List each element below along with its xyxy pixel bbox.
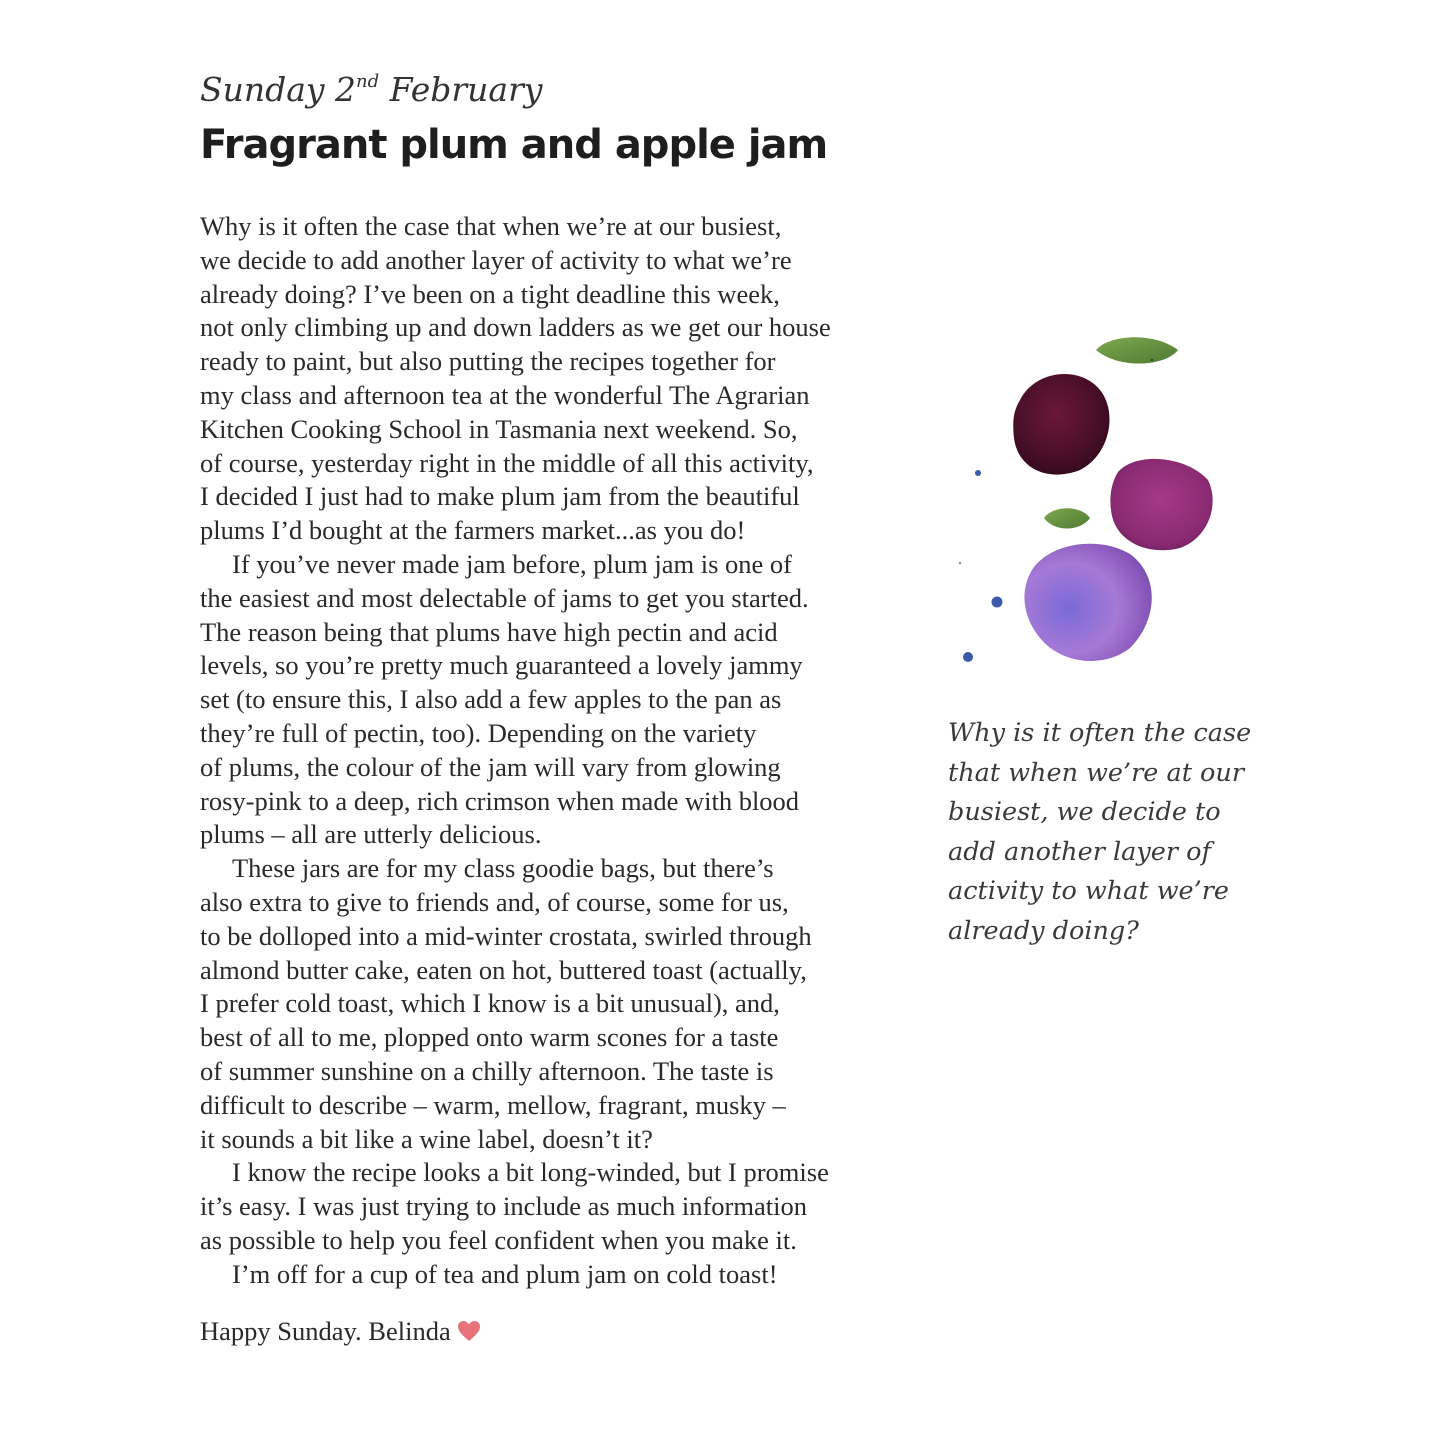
body-line: levels, so you’re pretty much guaranteed a lovely jammy <box>200 650 803 681</box>
body-line: I’m off for a cup of tea and plum jam on cold toast! <box>232 1258 778 1289</box>
signoff-text: Happy Sunday. Belinda <box>200 1316 451 1346</box>
pull-quote-line: busiest, we decide to <box>948 797 1221 828</box>
body-line: The reason being that plums have high pectin and acid <box>200 616 778 647</box>
body-line: best of all to me, plopped onto warm scones for a taste <box>200 1022 779 1053</box>
pull-quote-line: already doing? <box>948 915 1139 946</box>
pull-quote-line: Why is it often the case <box>948 718 1252 748</box>
plum-magenta-shape <box>1110 459 1212 550</box>
body-text <box>200 210 920 1292</box>
body-line: also extra to give to friends and, of course, some for us, <box>200 886 789 917</box>
body-line: of summer sunshine on a chilly afternoon. The taste is <box>200 1055 774 1086</box>
body-line: it sounds a bit like a wine label, doesn’t it? <box>200 1123 653 1154</box>
body-line: of plums, the colour of the jam will vary from glowing <box>200 751 781 782</box>
body-line: the easiest and most delectable of jams to get you started. <box>200 582 809 613</box>
plum-dark-shape <box>1013 374 1109 475</box>
body-line: rosy-pink to a deep, rich crimson when made with blood <box>200 785 800 816</box>
pull-quote-line: add another layer of <box>948 836 1211 867</box>
pull-quote <box>948 714 1251 952</box>
recipe-title: Fragrant plum and apple jam <box>200 122 828 168</box>
leaf-shape-middle <box>1044 508 1090 528</box>
paint-dot <box>959 562 961 564</box>
body-line: I decided I just had to make plum jam from the beautiful <box>200 481 800 512</box>
date-day: Sunday 2 <box>200 70 357 109</box>
body-line: I prefer cold toast, which I know is a bit unusual), and, <box>200 988 780 1019</box>
body-line: difficult to describe – warm, mellow, fragrant, musky – <box>200 1089 786 1120</box>
paint-dot <box>1151 359 1153 361</box>
body-line: already doing? I’ve been on a tight deadline this week, <box>200 278 780 309</box>
body-line: I know the recipe looks a bit long-winded, but I promise <box>232 1157 829 1188</box>
paint-dot <box>963 652 973 662</box>
paint-dot <box>992 597 1003 608</box>
watercolor-plums-illustration <box>940 320 1240 680</box>
body-line: to be dolloped into a mid-winter crostata, swirled through <box>200 920 812 951</box>
page-date <box>200 70 543 109</box>
body-line: Why is it often the case that when we’re at our busiest, <box>200 211 782 241</box>
body-line: almond butter cake, eaten on hot, buttered toast (actually, <box>200 954 807 985</box>
body-line: plums – all are utterly delicious. <box>200 819 542 850</box>
body-line: not only climbing up and down ladders as we get our house <box>200 312 831 343</box>
body-line: as possible to help you feel confident when you make it. <box>200 1224 797 1255</box>
leaf-shape-top <box>1096 337 1178 363</box>
body-line: If you’ve never made jam before, plum jam is one of <box>232 548 792 579</box>
body-line: Kitchen Cooking School in Tasmania next weekend. So, <box>200 413 798 444</box>
body-line: it’s easy. I was just trying to include as much information <box>200 1191 807 1222</box>
body-line: we decide to add another layer of activity to what we’re <box>200 244 792 275</box>
body-line: my class and afternoon tea at the wonderful The Agrarian <box>200 379 810 410</box>
body-line: set (to ensure this, I also add a few apples to the pan as <box>200 684 782 715</box>
body-line: of course, yesterday right in the middle of all this activity, <box>200 447 814 478</box>
body-line: they’re full of pectin, too). Depending on the variety <box>200 717 757 748</box>
date-ordinal-suffix: nd <box>356 71 380 92</box>
plum-violet-shape <box>1024 544 1151 661</box>
heart-icon <box>457 1318 481 1349</box>
body-line: ready to paint, but also putting the recipes together for <box>200 346 776 377</box>
pull-quote-line: that when we’re at our <box>948 757 1245 788</box>
paint-dot <box>975 470 981 476</box>
pull-quote-line: activity to what we’re <box>948 876 1230 907</box>
date-month: February <box>379 70 543 109</box>
body-line: plums I’d bought at the farmers market...as you do! <box>200 515 746 546</box>
signoff <box>200 1316 481 1349</box>
body-line: These jars are for my class goodie bags, but there’s <box>232 853 774 884</box>
